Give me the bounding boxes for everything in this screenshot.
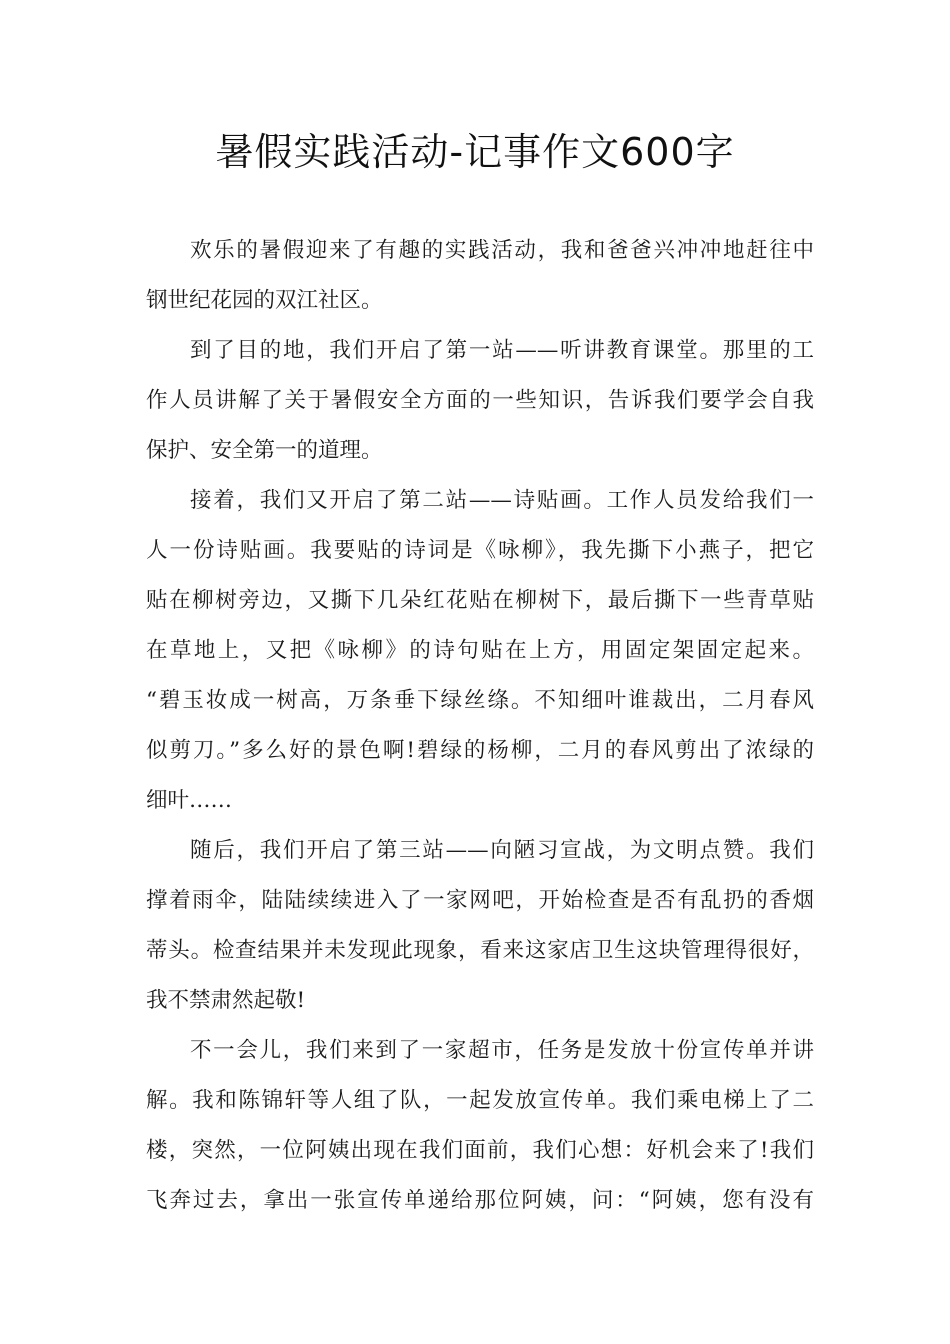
document-body	[146, 226, 814, 1226]
text-line: 细叶……	[146, 788, 233, 813]
text-line: 似剪刀。”多么好的景色啊!碧绿的杨柳，二月的春风剪出了浓绿的	[146, 738, 814, 763]
text-line: 撑着雨伞，陆陆续续进入了一家网吧，开始检查是否有乱扔的香烟	[146, 888, 814, 913]
text-line: 我不禁肃然起敬!	[146, 988, 306, 1013]
text-line: 解。我和陈锦轩等人组了队，一起发放宣传单。我们乘电梯上了二	[146, 1088, 814, 1113]
document-title: 暑假实践活动-记事作文600字	[215, 130, 735, 174]
text-line: 钢世纪花园的双江社区。	[146, 288, 383, 313]
text-line: 飞奔过去，拿出一张宣传单递给那位阿姨，问：“阿姨，您有没有	[146, 1188, 814, 1213]
text-line: 作人员讲解了关于暑假安全方面的一些知识，告诉我们要学会自我	[146, 388, 814, 413]
text-line: 楼，突然，一位阿姨出现在我们面前，我们心想：好机会来了!我们	[146, 1138, 814, 1163]
text-line: 人一份诗贴画。我要贴的诗词是《咏柳》，我先撕下小燕子，把它	[146, 538, 814, 563]
text-line: 接着，我们又开启了第二站——诗贴画。工作人员发给我们一	[190, 488, 814, 513]
text-line: 不一会儿，我们来到了一家超市，任务是发放十份宣传单并讲	[190, 1038, 814, 1063]
text-line: 蒂头。检查结果并未发现此现象，看来这家店卫生这块管理得很好，	[146, 938, 814, 963]
text-line: “碧玉妆成一树高，万条垂下绿丝绦。不知细叶谁裁出，二月春风	[146, 688, 814, 713]
text-line: 贴在柳树旁边，又撕下几朵红花贴在柳树下，最后撕下一些青草贴	[146, 588, 814, 613]
text-line: 欢乐的暑假迎来了有趣的实践活动，我和爸爸兴冲冲地赶往中	[190, 238, 814, 263]
text-line: 保护、安全第一的道理。	[146, 438, 383, 463]
text-line: 随后，我们开启了第三站——向陋习宣战，为文明点赞。我们	[190, 838, 814, 863]
text-line: 到了目的地，我们开启了第一站——听讲教育课堂。那里的工	[190, 338, 814, 363]
text-line: 在草地上，又把《咏柳》的诗句贴在上方，用固定架固定起来。	[146, 638, 814, 663]
